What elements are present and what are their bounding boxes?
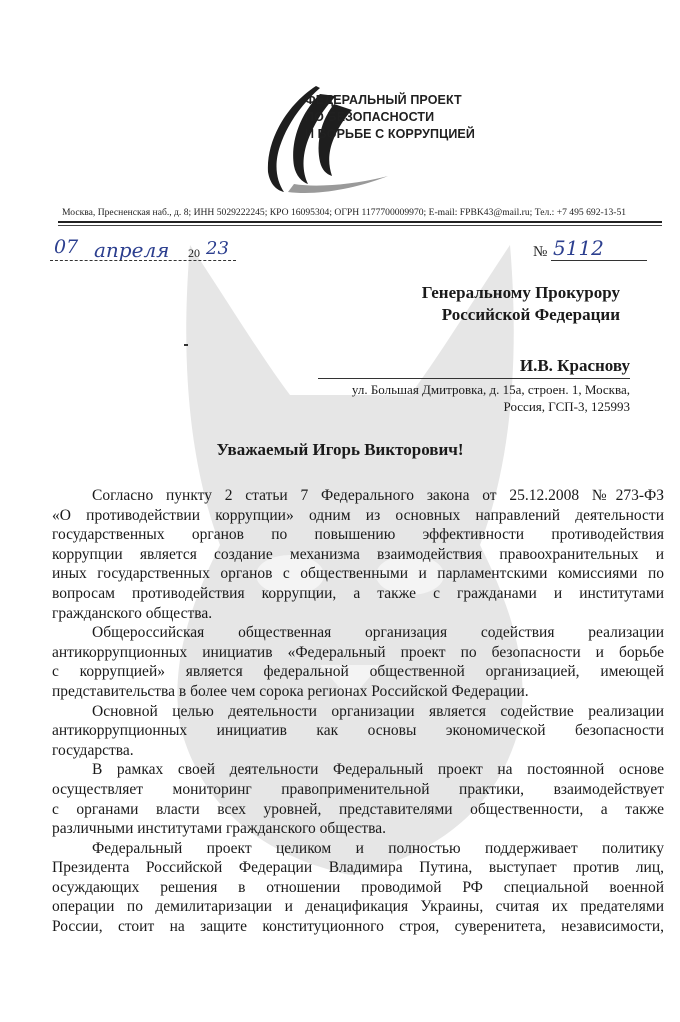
body-line: операции по демилитаризации и денацификация Украины, считая их предателями (52, 898, 664, 916)
salutation: Уважаемый Игорь Викторович! (216, 440, 464, 459)
body-line: вопросам противодействия коррупции, а также с гражданами и институтами (52, 584, 664, 602)
body-line: гражданского общества. (52, 604, 213, 622)
body-line: представительства в более чем сорока регионах Российской Федерации. (52, 682, 529, 700)
body-line: осуществляет мониторинг правоприменительной практики, взаимодействует (52, 780, 664, 798)
body-line: Согласно пункту 2 статьи 7 Федерального закона от 25.12.2008 №273-ФЗ (92, 487, 664, 504)
addressee-address (300, 381, 630, 415)
paragraph (52, 702, 664, 761)
address-line: ул. Большая Дмитровка, д. 15а, строен. 1, Москва, (351, 382, 630, 397)
paragraph (52, 623, 664, 701)
body-line: России, стоит на защите конституционного строя, суверенитета, независимости, (52, 918, 664, 936)
body-line: В рамках своей деятельности Федеральный проект на постоянной основе (92, 761, 664, 779)
ink-mark (184, 344, 188, 346)
addressee-name: И.В. Краснову (519, 356, 630, 375)
body-line: осуждающих решения в отношении проводимой РФ специальной военной (52, 878, 664, 896)
addressee-line: Генеральному Прокурору (421, 283, 620, 302)
number-sign: № (533, 244, 548, 260)
org-name-line: И БОРЬБЕ С КОРРУПЦИЕЙ (305, 127, 475, 141)
addressee-line: Российской Федерации (441, 305, 620, 324)
body-line: различными институтами гражданского общества. (52, 820, 387, 838)
body-line: коррупции является создание механизма взаимодействия правоохранительных и (52, 545, 664, 563)
org-name-line: ПО БЕЗОПАСНОСТИ (305, 110, 435, 124)
date-year-prefix: 20 (188, 246, 200, 260)
date-day: 07 (54, 236, 79, 258)
body-line: государственных органов по повышению эффективности противодействия (52, 526, 664, 544)
body-line: Общероссийская общественная организация содействия реализации (92, 624, 664, 642)
addressee-title (300, 282, 620, 326)
body-line: с коррупцией» является федеральной общественной организацией, имеющей (52, 663, 664, 681)
body-line: государства. (52, 741, 134, 759)
body-line: с органами власти всех уровней, представителями общественности, а также (52, 800, 664, 818)
body-line: Президента Российской Федерации Владимира Путина, выступает против лиц, (52, 859, 664, 877)
paragraph (52, 839, 664, 937)
paragraph (52, 486, 664, 623)
number-value: 5112 (553, 236, 604, 260)
letter-number (533, 236, 653, 266)
letter-body (52, 486, 664, 937)
address-line: Россия, ГСП-3, 125993 (503, 399, 630, 414)
org-name (305, 92, 505, 143)
body-line: антикоррупционных инициатив как основы экономической безопасности (52, 722, 664, 740)
org-name-line: ФЕДЕРАЛЬНЫЙ ПРОЕКТ (305, 93, 462, 107)
date-year-suffix: 23 (206, 238, 229, 259)
header-divider-thin (58, 225, 662, 226)
contact-line: Москва, Пресненская наб., д. 8; ИНН 5029222245; КРО 16095304; ОГРН 1177700009970; E-mail: FPBK43@mail.ru; Тел.: +7 495 692-13-51 (62, 207, 627, 218)
header-divider (58, 221, 662, 223)
date-month: апреля (94, 238, 170, 262)
body-line: антикоррупционных инициатив «Федеральный проект по безопасности и борьбе (52, 643, 664, 661)
body-line: иных государственных органов с общественными и парламентскими комиссиями по (52, 565, 664, 583)
number-underline (551, 260, 647, 261)
body-line: Федеральный проект целиком и полностью поддерживает политику (92, 839, 664, 857)
body-line: Основной целью деятельности организации является содействие реализации (92, 702, 664, 720)
date-underline (50, 260, 236, 261)
address-divider (318, 378, 630, 379)
letter-date (50, 236, 240, 266)
body-line: «О противодействии коррупции» одним из основных направлений деятельности (52, 506, 664, 524)
paragraph (52, 760, 664, 838)
